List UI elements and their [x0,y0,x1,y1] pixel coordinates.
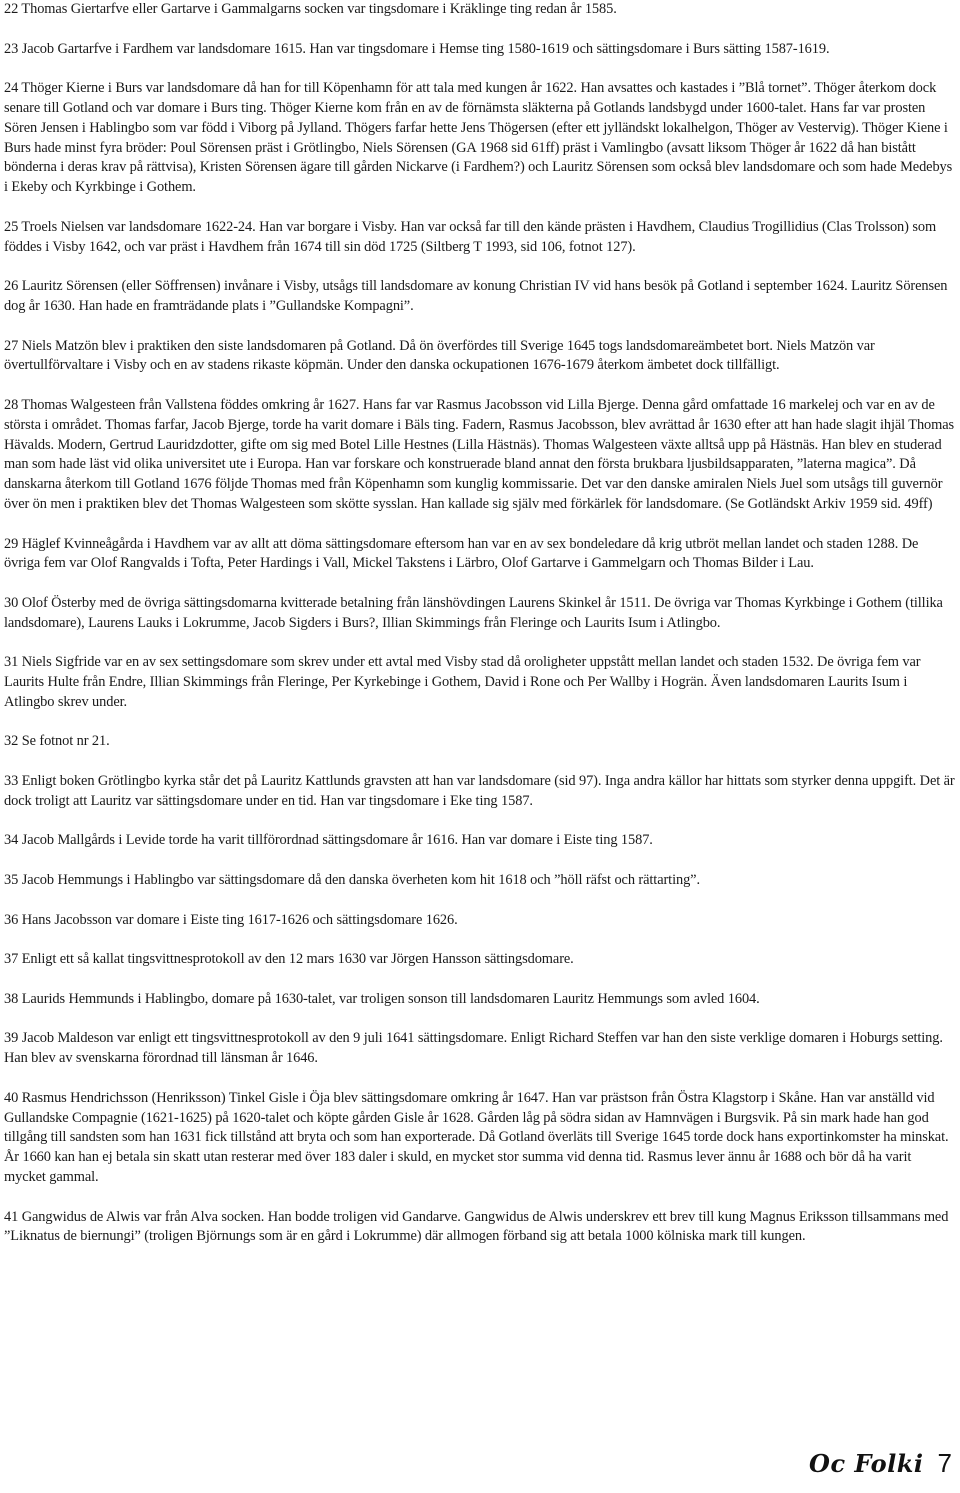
footnote-39: 39 Jacob Maldeson var enligt ett tingsvittnesprotokoll av den 9 juli 1641 sättingsdomare. Enligt Richard Steffen var han den siste verklige domaren i Hoburgs setting. Han blev av svenskarna förordnad till länsman år 1646. [4,1030,943,1067]
footnote-36: 36 Hans Jacobsson var domare i Eiste ting 1617-1626 och sättingsdomare 1626. [4,911,458,928]
footnote-34: 34 Jacob Mallgårds i Levide torde ha varit tillförordnad sättingsdomare år 1616. Han var domare i Eiste ting 1587. [4,832,653,849]
footnote-37: 37 Enligt ett så kallat tingsvittnesprotokoll av den 12 mars 1630 var Jörgen Hansson sättingsdomare. [4,951,574,968]
footnote-31: 31 Niels Sigfride var en av sex settingsdomare som skrev under ett avtal med Visby stad då oroligheter uppstått mellan landet och staden 1532. De övriga fem var Laurits Hulte från Endre, Illian Skimmings från Fleringe, Per Kyrkebinge i Gothem, David i Rone och Per Wallby i Hogrän. Även landsdomaren Laurits Isum i Atlingbo skrev under. [4,654,921,710]
footnote-32: 32 Se fotnot nr 21. [4,733,110,750]
footnote-40: 40 Rasmus Hendrichsson (Henriksson) Tinkel Gisle i Öja blev sättingsdomare omkring år 1647. Han var prästson från Östra Klagstorp i Skåne. Han var anställd vid Gullandske Compagnie (1621-1625) på 1620-talet och köpte gården Gisle år 1628. Gården låg på södra sidan av Hamnvägen i Burgsvik. På sin mark hade han god tillgång till sandsten som han 1631 fick tillstånd att bryta och som han exporterade. Då Gotland överläts till Sverige 1645 torde dock hans exportinkomster ha minskat. År 1660 kan han ej betala sin skatt utan resterar med över 183 daler i skuld, en mycket stor summa vid denna tid. Rasmus lever ännu år 1688 och bör då ha varit mycket gammal. [4,1089,949,1186]
page-number: 7 [937,1448,952,1478]
footnote-30: 30 Olof Österby med de övriga sättingsdomarna kvitterade betalning från länshövdingen Laurens Skinkel år 1511. De övriga var Thomas Kyrkbinge i Gothem (tillika landsdomare), Laurens Lauks i Lokrumme, Jacob Sigders i Burs?, Illian Skimmings från Fleringe och Laurits Isum i Atlingbo. [4,594,943,631]
footnote-41: 41 Gangwidus de Alwis var från Alva socken. Han bodde troligen vid Gandarve. Gangwidus de Alwis underskrev ett brev till kung Magnus Eriksson tillsammans med ”Liknatus de biernungi” (troligen Björnungs som är en gård i Lokrumme) där allmogen förband sig att betala 1000 kölniska mark till kungen. [4,1208,949,1245]
footnote-26: 26 Lauritz Sörensen (eller Söffrensen) invånare i Visby, utsågs till landsdomare av konung Christian IV vid hans besök på Gotland i september 1624. Lauritz Sörensen dog år 1630. Han hade en framträdande plats i ”Gullandske Kompagni”. [4,278,948,314]
footnote-33: 33 Enligt boken Grötlingbo kyrka står det på Lauritz Kattlunds gravsten att han var landsdomare (sid 97). Inga andra källor har hittats som styrker denna uppgift. Det är dock troligt att Lauritz var sättingsdomare under en tid. Han var tingsdomare i Eke ting 1587. [4,773,955,809]
footnote-28: 28 Thomas Walgesteen från Vallstena föddes omkring år 1627. Hans far var Rasmus Jacobsson vid Lilla Bjerge. Denna gård omfattade 16 markelej och var en av de största i området. Thomas farfar, Jacob Bjerge, torde ha varit domare i Bäls ting. Fadern, Rasmus Jacobsson, blev avrättad år 1630 efter att han hade slagit ihjäl Thomas Hävalds. Modern, Gertrud Lauridzdotter, gifte om sig med Botel Lille Hestnes (Lilla Hästnäs). Thomas Walgesteen växte alltså upp på Hästnäs. Han blev en studerad man som hade läst vid olika universitet ute i Europa. Han var forskare och konstruerade bland annat den första brukbara ljusbildsapparaten, ”laterna magica”. Då danskarna återkom till Gotland 1676 följde Thomas med från Köpenhamn som kunglig kommissarie. Det var den danske amiralen Niels Juel som utsågs till guvernör över ön men i praktiken blev det Thomas Walgesteen som skötte sysslan. Han kallade sig själv med förkärlek för landsdomare. (Se Gotländskt Arkiv 1959 sid. 49ff) [4,396,955,512]
footnote-24: 24 Thöger Kierne i Burs var landsdomare då han for till Köpenhamn för att tala med kungen år 1622. Han avsattes och kastades i ”Blå tornet”. Thöger återkom dock senare till Gotland och var domare i Burs ting. Thöger Kierne kom från en av de förnämsta släkterna på Gotlands landsbygd under 1600-talet. Hans far var prosten Sören Jensen i Hablingbo som var född i Viborg på Jylland. Thögers farfar hette Jens Thögersen (efter ett jylländskt lokalhelgon, Thöger av Vestervig). Thöger Kiene i Burs hade minst fyra bröder: Poul Sörensen präst i Grötlingbo, Niels Sörensen (GA 1968 sid 61ff) präst i Vamlingbo (avsatt liksom Thöger år 1622 då han bistått bönderna i deras krav på rättvisa), Kristen Sörensen ägare till gården Nickarve (i Fardhem?) och Lauritz Sörensen som också blev landsdomare och som hade Medebys i Ekeby och Kyrkbinge i Gothem. [4,80,953,196]
footnote-25: 25 Troels Nielsen var landsdomare 1622-24. Han var borgare i Visby. Han var också far till den kände prästen i Havdhem, Claudius Trogillidius (Clas Trolsson) som föddes i Visby 1642, och var präst i Havdhem från 1674 till sin död 1725 (Siltberg T 1993, sid 106, fotnot 127). [4,218,937,255]
footnote-27: 27 Niels Matzön blev i praktiken den siste landsdomaren på Gotland. Då ön överfördes till Sverige 1645 togs landsdomareämbetet bort. Niels Matzön var övertullförvaltare i Visby och en av stadens rikaste köpmän. Under den danska ockupationen 1676-1679 återkom ämbetet dock tillfälligt. [4,337,875,374]
footnote-35: 35 Jacob Hemmungs i Hablingbo var sättingsdomare då den danska överheten kom hit 1618 och ”höll räfst och rättarting”. [4,872,700,889]
footnote-38: 38 Laurids Hemmunds i Hablingbo, domare på 1630-talet, var troligen sonson till landsdomaren Lauritz Hemmungs som avled 1604. [4,990,760,1007]
publication-title: Oc Folki [809,1449,924,1478]
footnote-23: 23 Jacob Gartarfve i Fardhem var landsdomare 1615. Han var tingsdomare i Hemse ting 1580-1619 och sättingsdomare i Burs sätting 1587-1619. [4,40,830,57]
footnote-22: 22 Thomas Giertarfve eller Gartarve i Gammalgarns socken var tingsdomare i Kräklinge ting redan år 1585. [4,1,617,17]
footnotes-page [4,0,956,1247]
footnote-29: 29 Häglef Kvinneågårda i Havdhem var av allt att döma sättingsdomare eftersom han var en av sex bondeledare då krig utbröt mellan landet och staden 1288. De övriga fem var Olof Rangvalds i Tofta, Peter Hardings i Vall, Mickel Takstens i Lärbro, Olof Gartarve i Gammelgarn och Thomas Bilder i Lau. [4,535,919,572]
page-footer [809,1448,952,1479]
